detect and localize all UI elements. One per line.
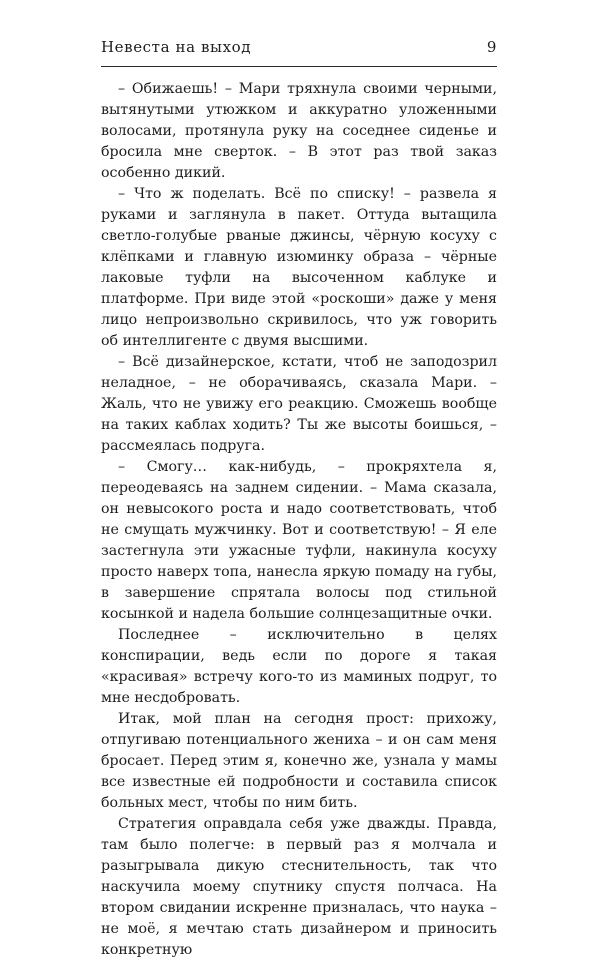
body-text [101, 79, 497, 961]
paragraph: Итак, мой план на сегодня прост: прихожу, отпугиваю потенциального жениха – и он сам меня бросает. Перед этим я, конечно же, узнала у мамы все известные ей подробности и составила список больных мест, чтобы по ним бить. [101, 711, 497, 811]
paragraph: Последнее – исключительно в целях конспирации, ведь если по дороге я такая «красивая» встречу кого-то из маминых подруг, то мне несдобровать. [101, 627, 497, 706]
paragraph: – Обижаешь! – Мари тряхнула своими черными, вытянутыми утюжком и аккуратно уложенными волосами, протянула руку на соседнее сиденье и бросила мне сверток. – В этот раз твой заказ особенно дикий. [101, 81, 497, 181]
page-number: 9 [486, 38, 497, 56]
running-title: Невеста на выход [101, 38, 252, 56]
paragraph: Стратегия оправдала себя уже дважды. Правда, там было полегче: в первый раз я молчала и разыгрывала дикую стеснительность, так что наскучила моему спутнику спустя полчаса. На втором свидании искренне призналась, что наука – не моё, я мечтаю стать дизайнером и приносить конкретную [101, 816, 497, 958]
paragraph: – Что ж поделать. Всё по списку! – развела я руками и заглянула в пакет. Оттуда вытащила светло-голубые рваные джинсы, чёрную косуху с клёпками и главную изюминку образа – чёрные лаковые туфли на высоченном каблуке и платформе. При виде этой «роскоши» даже у меня лицо непроизвольно скривилось, что уж говорить об интеллигенте с двумя высшими. [101, 186, 497, 349]
paragraph: – Всё дизайнерское, кстати, чтоб не заподозрил неладное, – не оборачиваясь, сказала Мари. – Жаль, что не увижу его реакцию. Сможешь вообще на таких каблах ходить? Ты же высоты боишься, – рассмеялась подруга. [101, 354, 497, 454]
book-page [101, 38, 497, 961]
paragraph: – Смогу… как-нибудь, – прокряхтела я, переодеваясь на заднем сидении. – Мама сказала, он невысокого роста и надо соответствовать, чтоб не смущать мужчинку. Вот и соответствую! – Я еле застегнула эти ужасные туфли, накинула косуху просто наверх топа, нанесла яркую помаду на губы, в завершение спрятала волосы под стильной косынкой и надела большие солнцезащитные очки. [101, 459, 497, 622]
running-header [101, 38, 497, 60]
header-rule [101, 66, 497, 67]
